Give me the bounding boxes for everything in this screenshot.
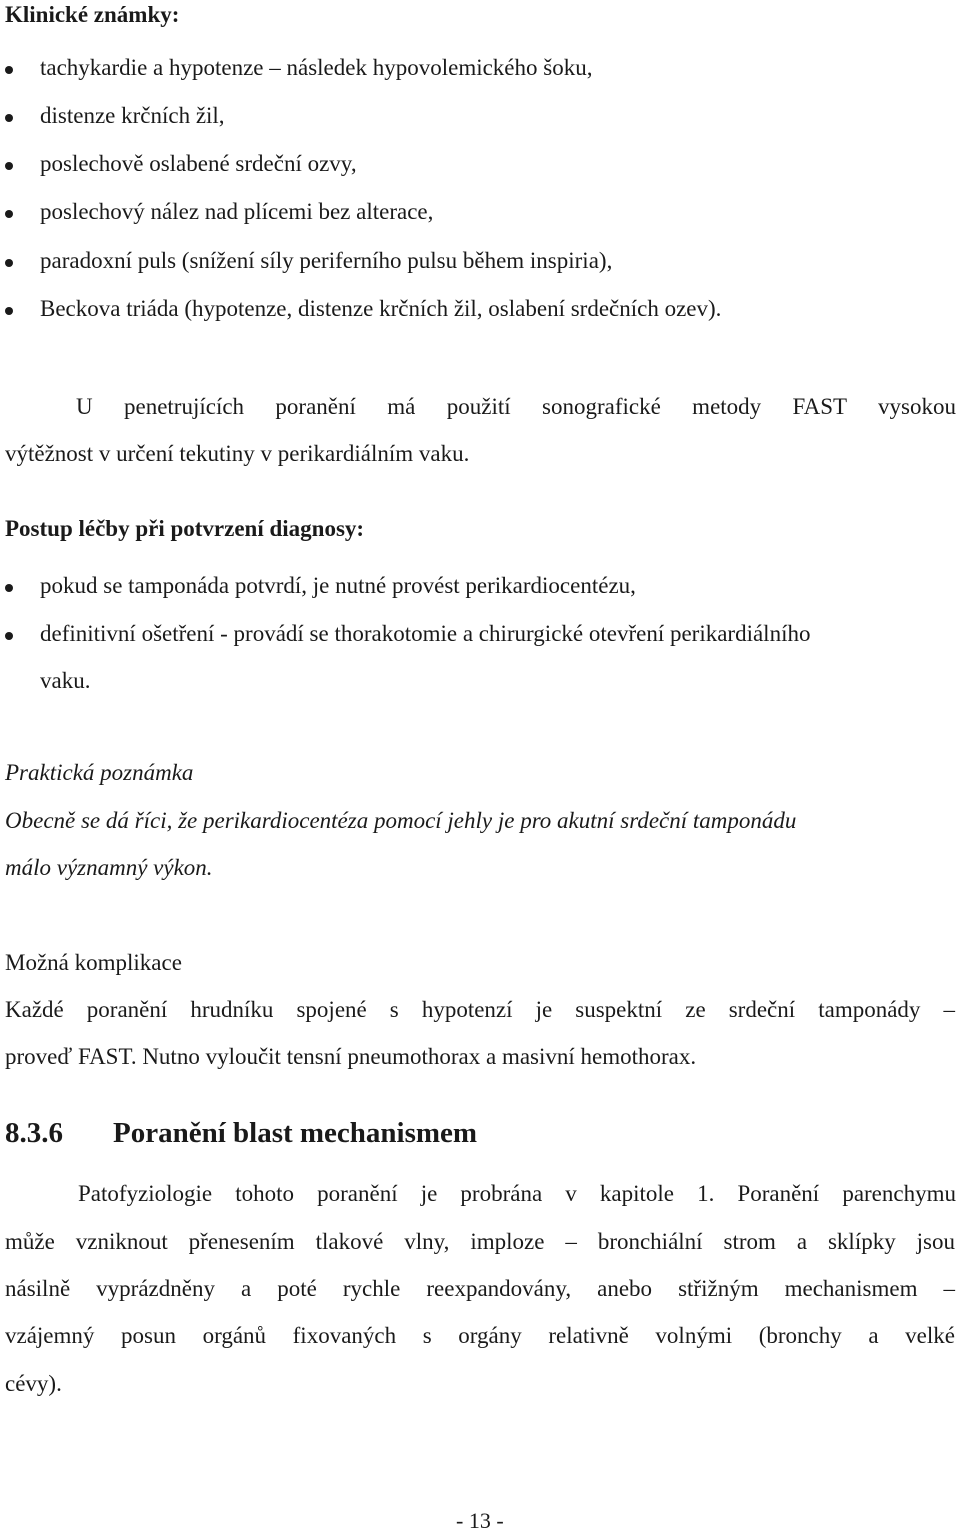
list-item-continuation: vaku.	[40, 668, 91, 693]
paragraph-line: výtěžnost v určení tekutiny v perikardiálním vaku.	[5, 441, 470, 466]
section-title: Poranění blast mechanismem	[113, 1117, 478, 1149]
complication-line: Každé poranění hrudníku spojené s hypotenzí je suspektní ze srdeční tamponády –	[5, 997, 955, 1022]
bullet-icon	[5, 210, 13, 218]
list-item: Beckova triáda (hypotenze, distenze krčních žil, oslabení srdečních ozev).	[40, 296, 722, 321]
complication-line: proveď FAST. Nutno vyloučit tensní pneumothorax a masivní hemothorax.	[5, 1044, 697, 1069]
paragraph-line: může vzniknout přenesením tlakové vlny, imploze – bronchiální strom a sklípky jsou	[5, 1229, 955, 1254]
clinical-signs-heading: Klinické známky:	[5, 2, 180, 27]
practical-note-line: málo významný výkon.	[5, 855, 213, 880]
list-item: tachykardie a hypotenze – následek hypovolemického šoku,	[40, 55, 593, 80]
bullet-icon	[5, 162, 13, 170]
treatment-heading: Postup léčby při potvrzení diagnosy:	[5, 516, 365, 541]
practical-note-title: Praktická poznámka	[5, 760, 194, 785]
list-item: paradoxní puls (snížení síly periferního pulsu během inspiria),	[40, 248, 613, 273]
list-item: poslechově oslabené srdeční ozvy,	[40, 151, 357, 176]
paragraph-line: násilně vyprázdněny a poté rychle reexpandovány, anebo střižným mechanismem –	[5, 1276, 955, 1301]
bullet-icon	[5, 66, 13, 74]
bullet-icon	[5, 259, 13, 267]
bullet-icon	[5, 307, 13, 315]
paragraph-line: vzájemný posun orgánů fixovaných s orgány relativně volnými (bronchy a velké	[5, 1323, 955, 1348]
list-item: definitivní ošetření - provádí se thorakotomie a chirurgické otevření perikardiálního	[40, 621, 811, 646]
paragraph-line: U penetrujících poranění má použití sonografické metody FAST vysokou	[76, 394, 956, 419]
bullet-icon	[5, 632, 13, 640]
page-number: - 13 -	[456, 1508, 504, 1533]
bullet-icon	[5, 584, 13, 592]
list-item: distenze krčních žil,	[40, 103, 225, 128]
practical-note-line: Obecně se dá říci, že perikardiocentéza pomocí jehly je pro akutní srdeční tamponádu	[5, 808, 797, 833]
section-number: 8.3.6	[5, 1117, 63, 1149]
list-item: pokud se tamponáda potvrdí, je nutné provést perikardiocentézu,	[40, 573, 636, 598]
paragraph-line: cévy).	[5, 1371, 62, 1396]
complication-title: Možná komplikace	[5, 950, 182, 975]
list-item: poslechový nález nad plícemi bez alterace,	[40, 199, 434, 224]
paragraph-line: Patofyziologie tohoto poranění je probrána v kapitole 1. Poranění parenchymu	[78, 1181, 956, 1206]
bullet-icon	[5, 114, 13, 122]
